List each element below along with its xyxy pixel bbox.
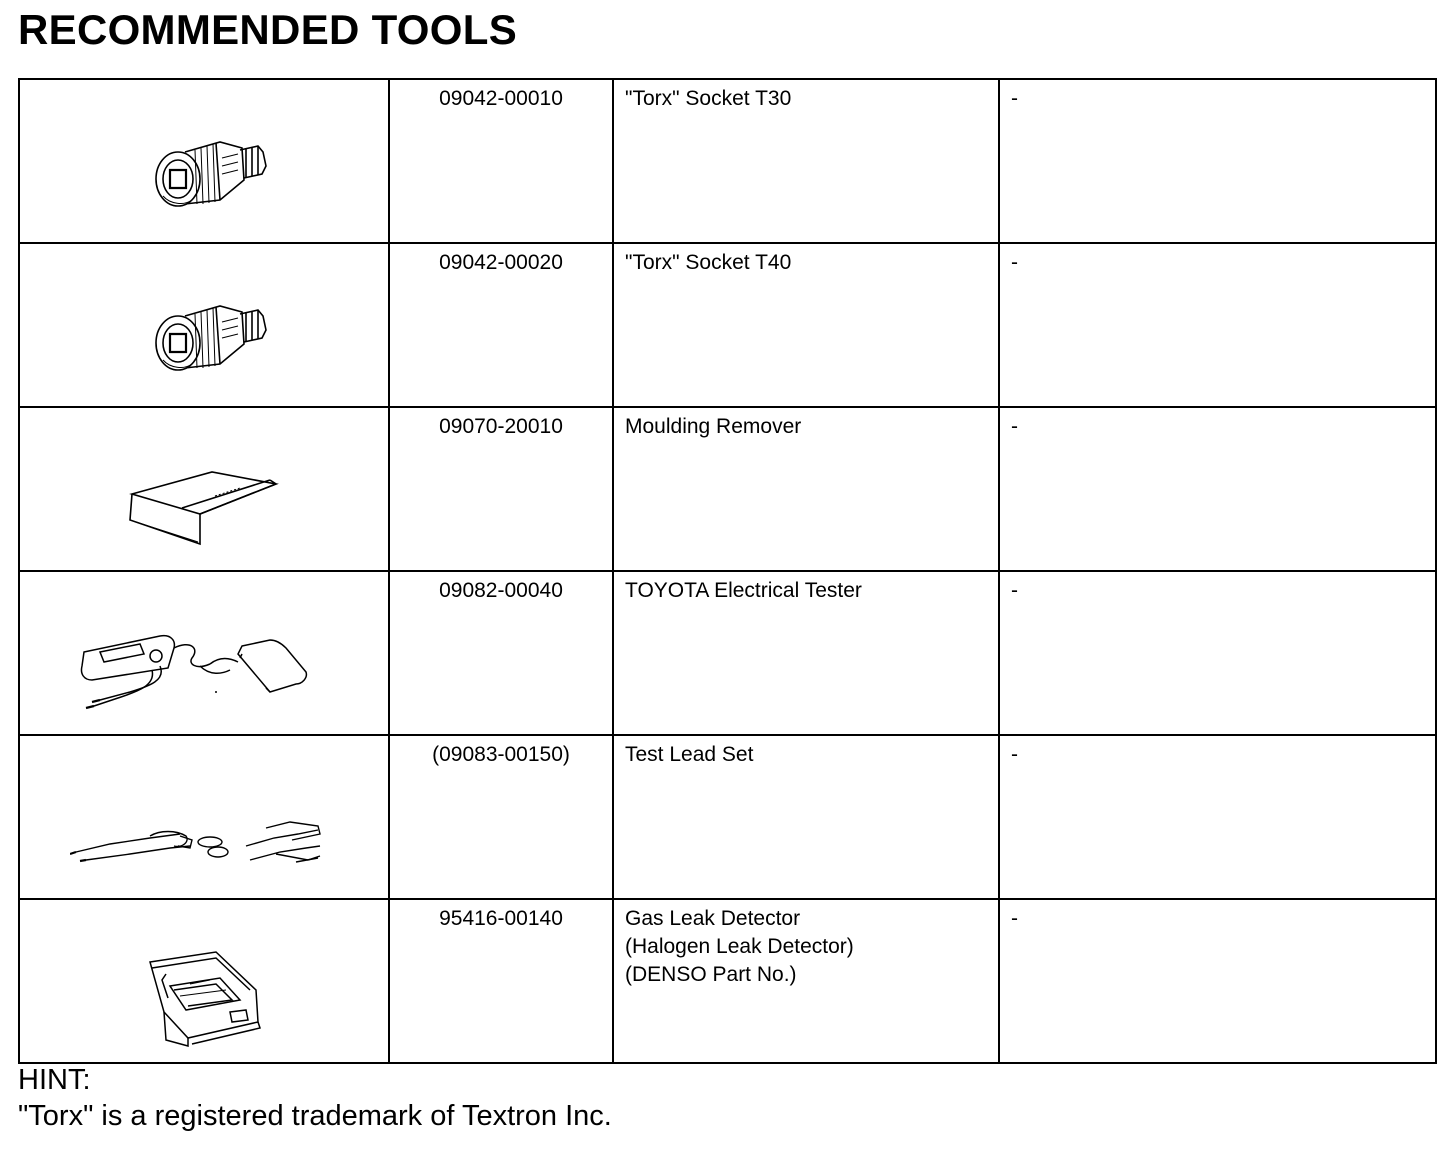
tool-name-line: "Torx" Socket T40: [625, 251, 792, 274]
electrical-tester-icon: [70, 600, 330, 710]
tool-note: -: [999, 79, 1436, 243]
table-row: [19, 79, 1436, 243]
moulding-remover-icon: [70, 436, 330, 546]
tool-name: [613, 735, 999, 899]
tool-note: -: [999, 735, 1436, 899]
hint-label: HINT:: [18, 1064, 91, 1096]
part-number: 09042-00020: [389, 243, 613, 407]
tool-name-line: (DENSO Part No.): [625, 963, 797, 986]
torx-socket-icon: [70, 272, 330, 382]
tool-note: -: [999, 571, 1436, 735]
tool-name-line: Moulding Remover: [625, 415, 802, 438]
tool-note: -: [999, 243, 1436, 407]
part-number: 09042-00010: [389, 79, 613, 243]
tool-illustration-cell: [19, 243, 389, 407]
tool-name: [613, 899, 999, 1063]
tool-name-line: "Torx" Socket T30: [625, 87, 792, 110]
table-row: [19, 243, 1436, 407]
part-number: 09070-20010: [389, 407, 613, 571]
table-row: [19, 899, 1436, 1063]
tool-name-line: Test Lead Set: [625, 743, 754, 766]
test-lead-set-icon: [70, 764, 350, 874]
recommended-tools-table: [18, 78, 1437, 1064]
tool-name: [613, 79, 999, 243]
tool-illustration-cell: [19, 571, 389, 735]
tool-name: [613, 407, 999, 571]
tool-name: [613, 571, 999, 735]
tool-name-line: (Halogen Leak Detector): [625, 935, 854, 958]
tool-name-line: TOYOTA Electrical Tester: [625, 579, 862, 602]
part-number: (09083-00150): [389, 735, 613, 899]
hint-text: "Torx" is a registered trademark of Textron Inc.: [18, 1100, 612, 1132]
tool-illustration-cell: [19, 899, 389, 1063]
tool-name-line: Gas Leak Detector: [625, 907, 801, 930]
tool-note: -: [999, 407, 1436, 571]
torx-socket-icon: [70, 108, 330, 218]
tool-note: -: [999, 899, 1436, 1063]
hint-section: [18, 1062, 612, 1134]
tool-illustration-cell: [19, 407, 389, 571]
page-title: RECOMMENDED TOOLS: [18, 6, 518, 53]
gas-leak-detector-icon: [70, 928, 330, 1048]
table-row: [19, 407, 1436, 571]
part-number: 09082-00040: [389, 571, 613, 735]
part-number: 95416-00140: [389, 899, 613, 1063]
table-row: [19, 735, 1436, 899]
tool-illustration-cell: [19, 79, 389, 243]
tool-illustration-cell: [19, 735, 389, 899]
tool-name: [613, 243, 999, 407]
table-row: [19, 571, 1436, 735]
